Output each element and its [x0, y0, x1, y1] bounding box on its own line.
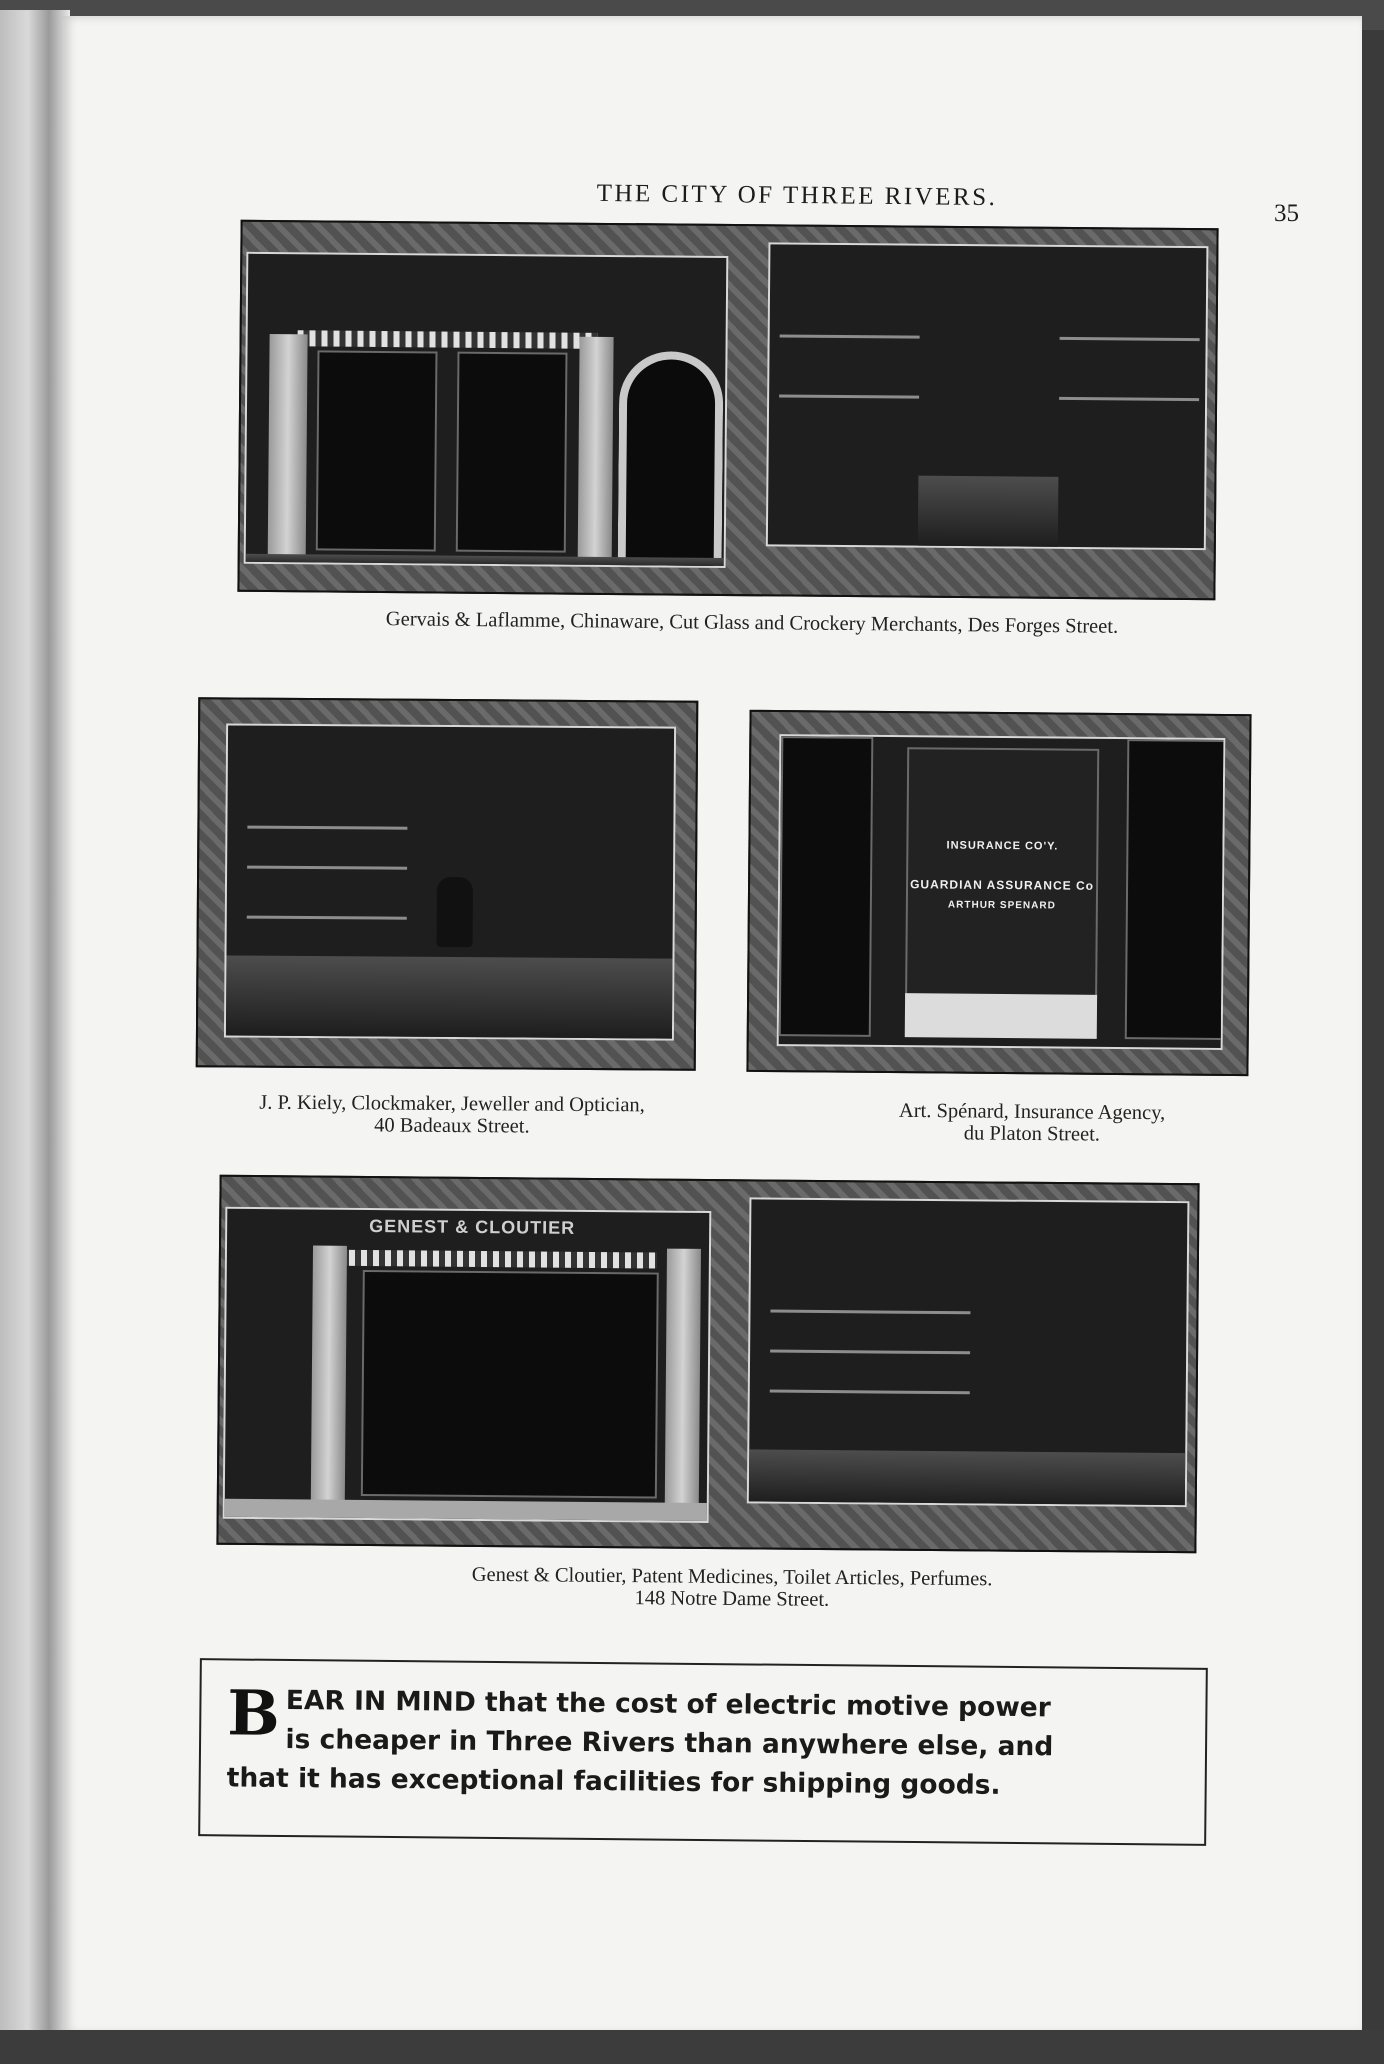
notice-text: [226, 1676, 1188, 1806]
photo-jewellery-shop: [224, 723, 676, 1040]
plate-spenard: [746, 710, 1251, 1076]
caption-gervais-laflamme: Gervais & Laflamme, Chinaware, Cut Glass and Crockery Merchants, Des Forges Street.: [385, 608, 1119, 638]
photo-insurance-office: [777, 734, 1226, 1050]
scan-border-bottom: [0, 2030, 1384, 2064]
photo-pharmacy-interior: [747, 1197, 1190, 1507]
running-head: THE CITY OF THREE RIVERS.: [596, 179, 998, 212]
notice-line2: is cheaper in Three Rivers than anywhere else, and: [285, 1723, 1054, 1763]
notice-drop-cap: B: [227, 1676, 281, 1750]
caption-genest-cloutier: [392, 1563, 1072, 1613]
page-number: 35: [1274, 200, 1299, 227]
caption-kiely: [172, 1091, 732, 1139]
window-sign-line1: INSURANCE CO'Y.: [946, 839, 1059, 853]
caption-spenard: [822, 1099, 1242, 1147]
caption-spenard-line2: du Platon Street.: [963, 1122, 1101, 1146]
window-sign-line2: GUARDIAN ASSURANCE Co: [910, 877, 1095, 893]
notice-line3: that it has exceptional facilities for shipping goods.: [226, 1762, 1001, 1801]
caption-genest-line1: Genest & Cloutier, Patent Medicines, Toilet Articles, Perfumes.: [471, 1563, 993, 1591]
caption-kiely-line2: 40 Badeaux Street.: [374, 1114, 530, 1138]
window-sign-line3: ARTHUR SPENARD: [947, 899, 1056, 912]
notice-line1: EAR IN MIND that the cost of electric motive power: [285, 1684, 1051, 1724]
caption-spenard-line1: Art. Spénard, Insurance Agency,: [898, 1099, 1166, 1125]
notice-box: [198, 1658, 1208, 1846]
photo-storefront: [244, 252, 729, 568]
shop-sign: GENEST & CLOUTIER: [369, 1216, 576, 1238]
plate-genest-cloutier: [216, 1175, 1199, 1554]
caption-genest-line2: 148 Notre Dame Street.: [634, 1587, 830, 1611]
caption-kiely-line1: J. P. Kiely, Clockmaker, Jeweller and Optician,: [259, 1091, 645, 1117]
book-page: [62, 16, 1362, 2034]
photo-pharmacy-storefront: [223, 1207, 712, 1523]
plate-kiely: [196, 697, 699, 1070]
book-gutter: [0, 10, 70, 2040]
plate-gervais-laflamme: [237, 220, 1218, 601]
photo-store-interior: [766, 242, 1209, 550]
